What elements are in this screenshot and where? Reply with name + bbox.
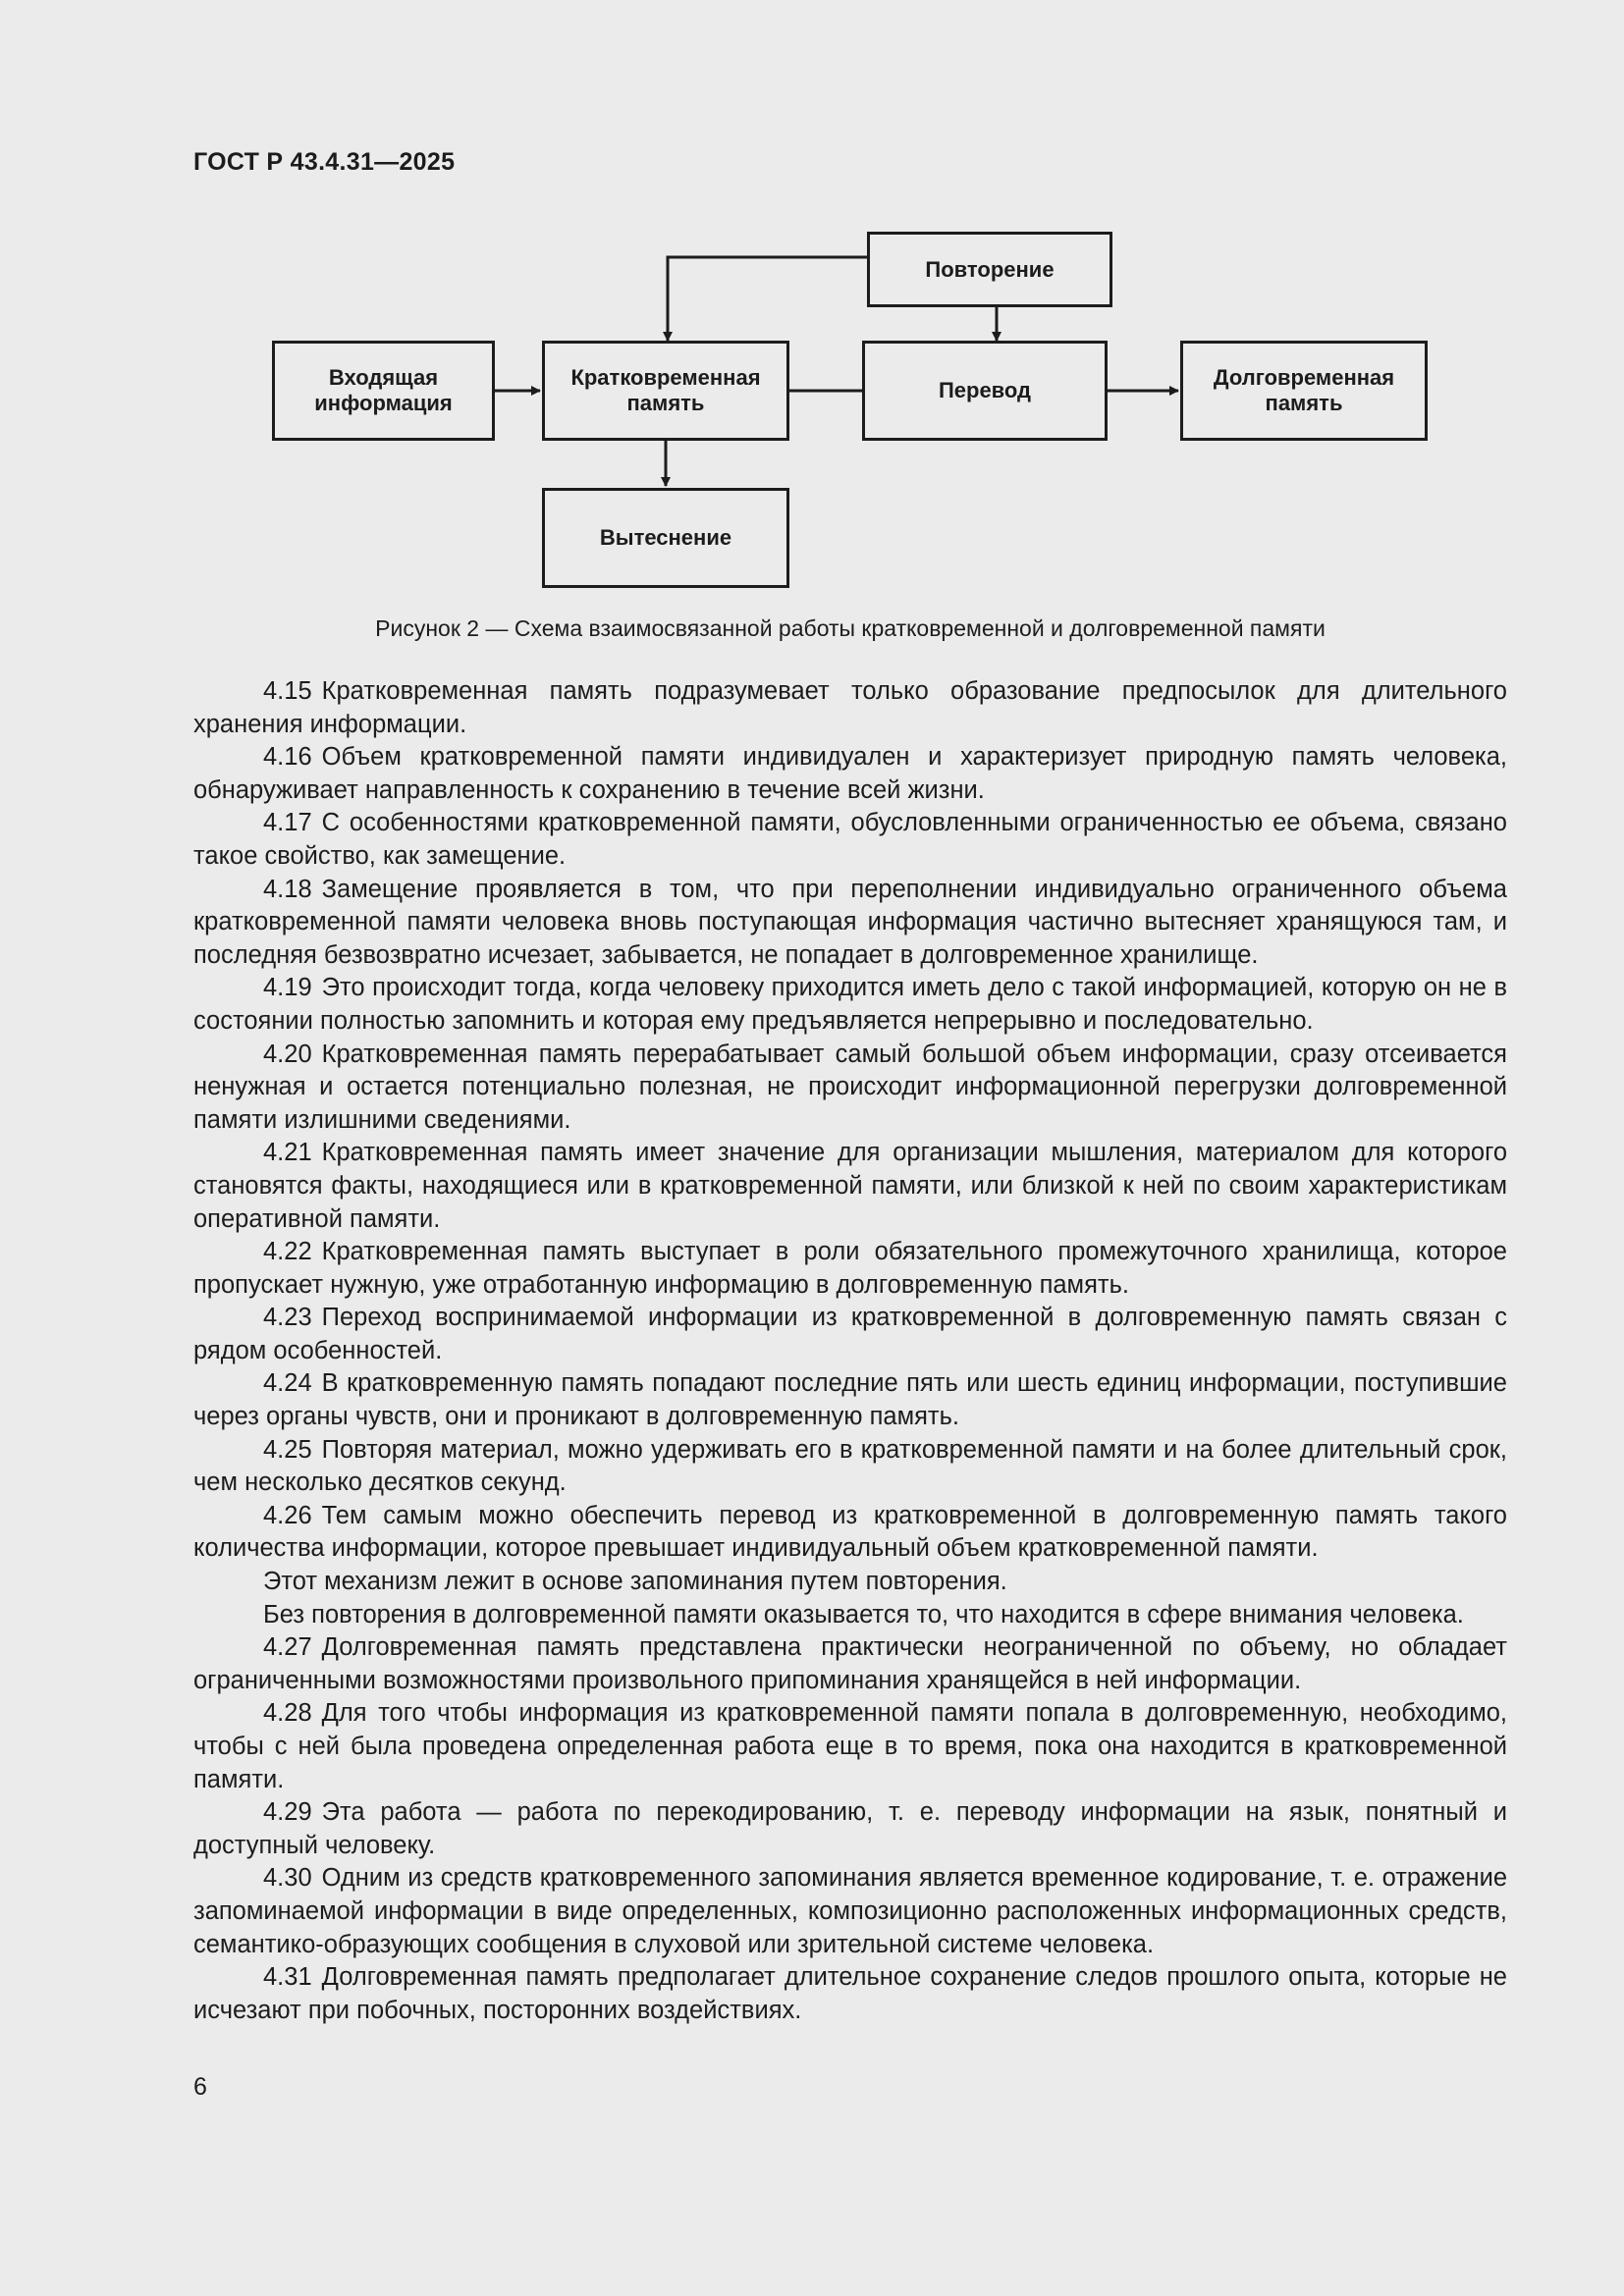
paragraph-number: 4.17 [263, 809, 312, 837]
diagram-node-transfer: Перевод [862, 341, 1108, 441]
paragraph-number: 4.23 [263, 1304, 312, 1332]
paragraph-number: 4.30 [263, 1864, 312, 1893]
body-text [193, 675, 1507, 2027]
paragraph-number: 4.21 [263, 1139, 312, 1167]
paragraph-text: Кратковременная память выступает в роли обязательного промежуточного хранилища, которое пропускает нужную, уже отработанную информацию в долговременную память. [193, 1238, 1507, 1299]
paragraph [193, 1367, 1507, 1433]
paragraph [193, 1631, 1507, 1697]
paragraph-text: Повторяя материал, можно удерживать его в кратковременной памяти и на более длительный срок, чем несколько десятков секунд. [193, 1435, 1507, 1497]
paragraph [193, 741, 1507, 807]
paragraph-text: Для того чтобы информация из кратковременной памяти попала в долговременную, необходимо, чтобы с ней была проведена определенная работа еще в то время, пока она находится в кратковременной памяти. [193, 1699, 1507, 1793]
paragraph-text: Замещение проявляется в том, что при переполнении индивидуально ограниченного объема кратковременной памяти человека вновь поступающая информация частично вытесняет хранящуюся там, и последняя безвозвратно исчезает, забывается, не попадает в долговременное хранилище. [193, 875, 1507, 969]
paragraph-text: Тем самым можно обеспечить перевод из кратковременной в долговременную память такого количества информации, которое превышает индивидуальный объем кратковременной памяти. [193, 1501, 1507, 1563]
paragraph-text: Переход воспринимаемой информации из кратковременной в долговременную память связан с рядом особенностей. [193, 1304, 1507, 1364]
paragraph-text: Без повторения в долговременной памяти оказывается то, что находится в сфере внимания человека. [263, 1600, 1464, 1629]
diagram-node-short-term: Кратковременная память [542, 341, 789, 441]
paragraph [193, 874, 1507, 973]
paragraph-number: 4.20 [263, 1040, 312, 1068]
paragraph [193, 1697, 1507, 1796]
paragraph-number: 4.28 [263, 1699, 312, 1728]
paragraph-text: Эта работа — работа по перекодированию, т. е. переводу информации на язык, понятный и доступный человеку. [193, 1798, 1507, 1859]
paragraph-text: Объем кратковременной памяти индивидуален и характеризует природную память человека, обнаруживает направленность к сохранению в течение всей жизни. [193, 743, 1507, 804]
paragraph-text: Кратковременная память подразумевает только образование предпосылок для длительного хранения информации. [193, 677, 1507, 738]
diagram-node-input: Входящая информация [272, 341, 495, 441]
paragraph [193, 1434, 1507, 1500]
paragraph [193, 1796, 1507, 1862]
arrow-repetition-to-short-term [668, 257, 867, 341]
paragraph-text: Этот механизм лежит в основе запоминания путем повторения. [263, 1568, 1007, 1596]
diagram-node-long-term: Долговременная память [1180, 341, 1428, 441]
paragraph-number: 4.24 [263, 1369, 312, 1398]
paragraph [193, 1862, 1507, 1961]
paragraph-number: 4.15 [263, 677, 312, 705]
paragraph-text: Это происходит тогда, когда человеку приходится иметь дело с такой информацией, которую он не в состоянии полностью запомнить и которая ему предъявляется непрерывно и последовательно. [193, 974, 1507, 1035]
paragraph-text: Долговременная память предполагает длительное сохранение следов прошлого опыта, которые не исчезают при побочных, посторонних воздействиях. [193, 1963, 1507, 2024]
paragraph [193, 972, 1507, 1038]
paragraph-text: Кратковременная память перерабатывает самый большой объем информации, сразу отсеивается ненужная и остается потенциально полезная, не происходит информационной перегрузки долговременной памяти излишними сведениями. [193, 1040, 1507, 1134]
paragraph-number: 4.29 [263, 1798, 312, 1827]
diagram-node-displacement: Вытеснение [542, 488, 789, 588]
figure-caption: Рисунок 2 — Схема взаимосвязанной работы кратковременной и долговременной памяти [375, 615, 1326, 641]
paragraph-number: 4.18 [263, 875, 312, 903]
document-header: ГОСТ Р 43.4.31—2025 [193, 148, 456, 176]
paragraph [193, 1566, 1507, 1599]
diagram-connectors [0, 0, 1624, 628]
diagram-node-repetition: Повторение [867, 232, 1112, 307]
page-number: 6 [193, 2073, 207, 2101]
paragraph-text: Долговременная память представлена практически неограниченной по объему, но обладает ограниченными возможностями произвольного припоминания хранящейся в ней информации. [193, 1633, 1507, 1694]
paragraph [193, 1599, 1507, 1632]
paragraph [193, 807, 1507, 873]
paragraph-number: 4.25 [263, 1435, 312, 1464]
paragraph [193, 675, 1507, 741]
paragraph [193, 1039, 1507, 1138]
paragraph-number: 4.19 [263, 974, 312, 1002]
paragraph [193, 1500, 1507, 1566]
paragraph-number: 4.22 [263, 1238, 312, 1266]
paragraph [193, 1302, 1507, 1367]
paragraph-text: Одним из средств кратковременного запоминания является временное кодирование, т. е. отражение запоминаемой информации в виде определенных, композиционно расположенных информационных средств, семантико-образующих сообщения в слуховой или зрительной системе человека. [193, 1864, 1507, 1958]
paragraph-text: С особенностями кратковременной памяти, обусловленными ограниченностью ее объема, связано такое свойство, как замещение. [193, 809, 1507, 870]
paragraph [193, 1961, 1507, 2027]
paragraph-text: Кратковременная память имеет значение для организации мышления, материалом для которого становятся факты, находящиеся или в кратковременной памяти, или близкой к ней по своим характеристикам оперативной памяти. [193, 1139, 1507, 1233]
paragraph [193, 1236, 1507, 1302]
memory-diagram [0, 0, 1624, 628]
paragraph-text: В кратковременную память попадают последние пять или шесть единиц информации, поступившие через органы чувств, они и проникают в долговременную память. [193, 1369, 1507, 1431]
paragraph-number: 4.31 [263, 1963, 312, 1992]
paragraph-number: 4.27 [263, 1633, 312, 1662]
paragraph [193, 1137, 1507, 1236]
paragraph-number: 4.26 [263, 1501, 312, 1529]
paragraph-number: 4.16 [263, 743, 312, 772]
